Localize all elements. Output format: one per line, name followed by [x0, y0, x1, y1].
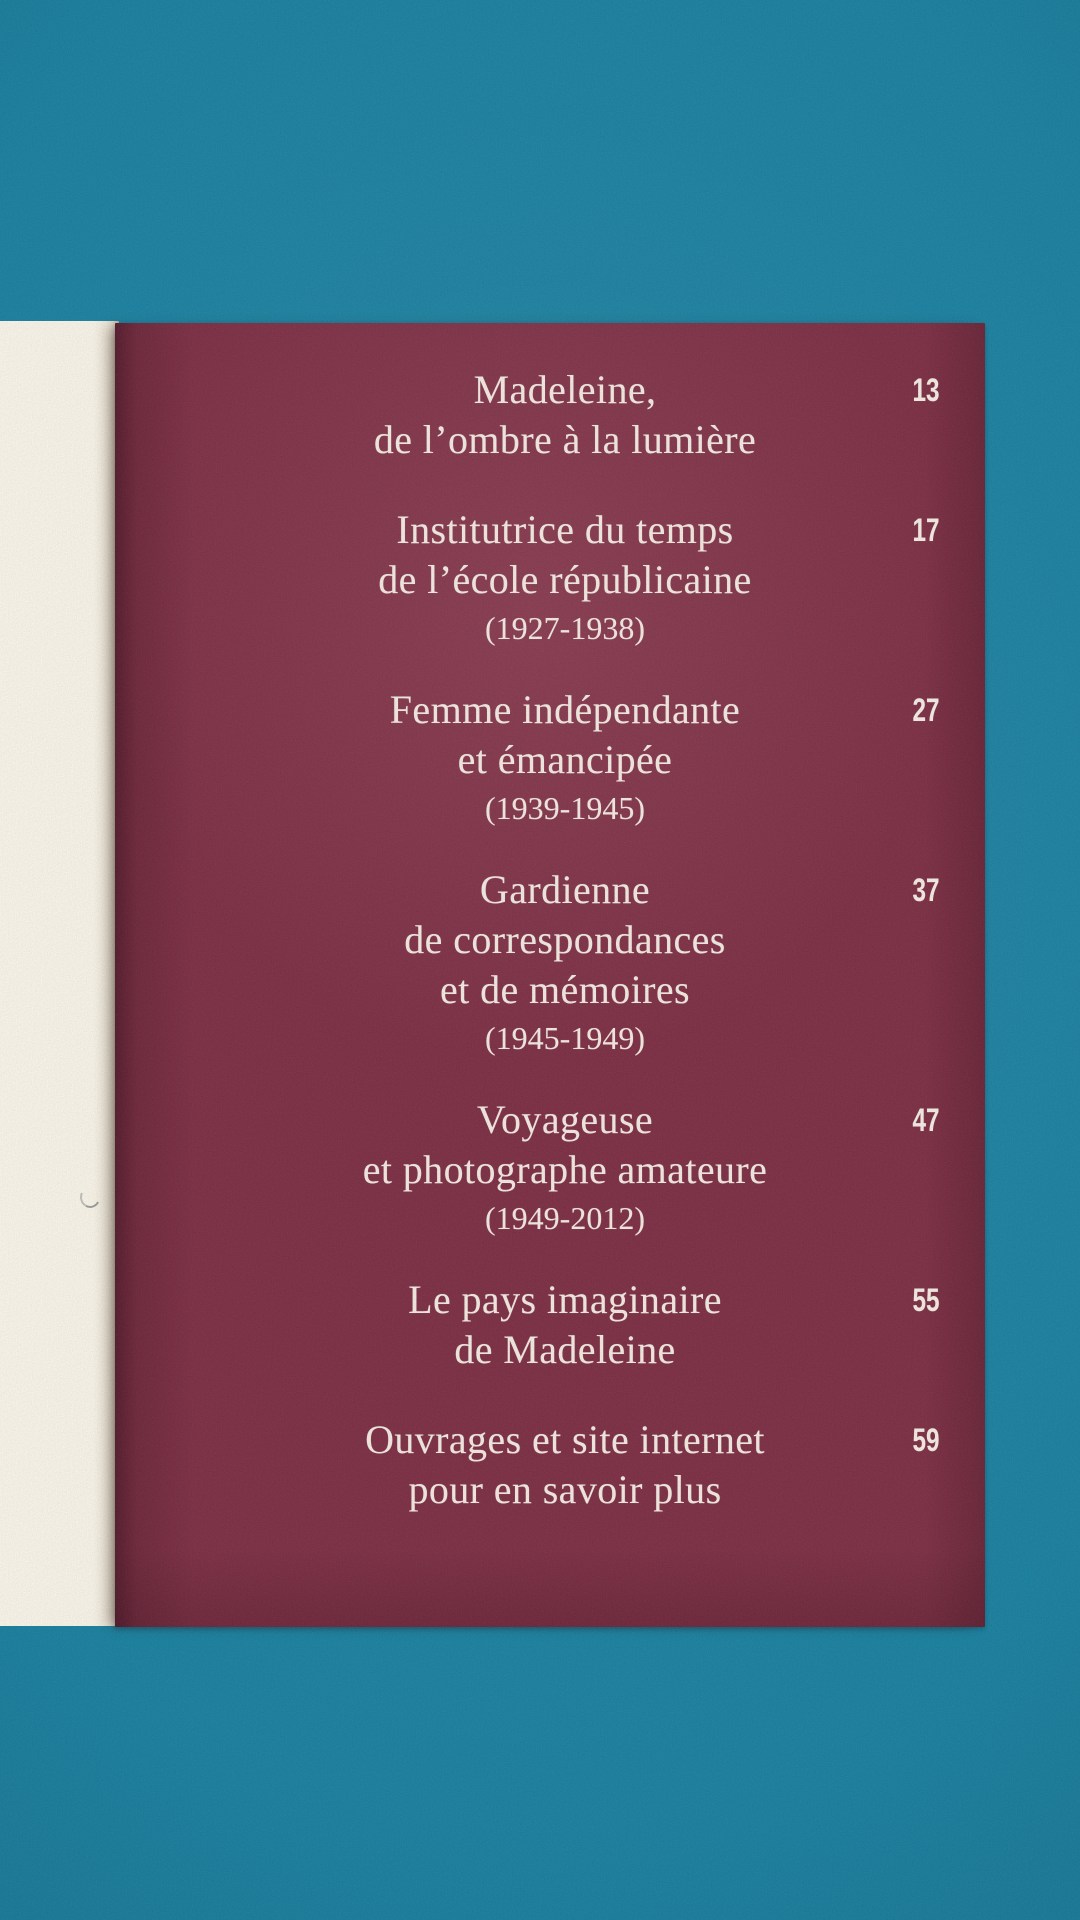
toc-entry — [145, 865, 985, 1062]
toc-entry-page-number: 17 — [912, 512, 940, 548]
toc-entry-title-line: et émancipée — [457, 737, 673, 782]
toc-entry — [145, 1275, 985, 1375]
toc-entry — [145, 1095, 985, 1242]
toc-entry-titles — [145, 1415, 985, 1515]
toc-entry-title-line: Madeleine, — [473, 367, 657, 412]
toc-entry-title-line: Gardienne — [479, 867, 651, 912]
toc-entry — [145, 505, 985, 652]
toc-entry-title-line: Le pays imaginaire — [408, 1277, 722, 1322]
toc-entry-title-line: Voyageuse — [476, 1097, 654, 1142]
toc-entry-titles — [145, 685, 985, 785]
toc-entry-titles — [145, 865, 985, 1015]
toc-entry-title-line: de l’ombre à la lumière — [373, 417, 757, 462]
toc-entry-title-line: pour en savoir plus — [408, 1467, 722, 1512]
toc-entry — [145, 685, 985, 832]
toc-entry-titles — [145, 365, 985, 465]
toc-entry-page-number: 37 — [912, 872, 940, 908]
toc-entry-titles — [145, 1275, 985, 1375]
toc-entry-page-number: 59 — [912, 1422, 940, 1458]
toc-entry-page-number: 27 — [912, 692, 940, 728]
toc-entry-title-line: de l’école républicaine — [378, 557, 752, 602]
toc-entry-dates: (1927-1938) — [485, 610, 645, 646]
toc-entry-title-line: et de mémoires — [440, 967, 690, 1012]
toc-page — [115, 323, 985, 1627]
toc-entry-page-number: 13 — [912, 372, 940, 408]
toc-entry-dates: (1939-1945) — [485, 790, 645, 826]
toc-entry — [145, 1415, 985, 1515]
toc-entry-title-line: Institutrice du temps — [396, 507, 734, 552]
toc-entry-title-line: et photographe amateure — [362, 1147, 768, 1192]
toc-entry-title-line: Ouvrages et site internet — [365, 1417, 765, 1462]
toc-entry-titles — [145, 1095, 985, 1195]
toc-entry-title-line: de Madeleine — [454, 1327, 676, 1372]
toc-entry-page-number: 55 — [912, 1282, 940, 1318]
toc-entry-titles — [145, 505, 985, 605]
toc-entry-dates: (1949-2012) — [485, 1200, 645, 1236]
toc-entry-title-line: de correspondances — [404, 917, 726, 962]
toc-entry-dates: (1945-1949) — [485, 1020, 645, 1056]
toc-list — [115, 323, 985, 1627]
toc-entry-title-line: Femme indépendante — [389, 687, 741, 732]
pencil-mark — [77, 1184, 103, 1210]
toc-entry-page-number: 47 — [912, 1102, 940, 1138]
left-page-edge — [0, 321, 119, 1626]
toc-entry — [145, 365, 985, 465]
